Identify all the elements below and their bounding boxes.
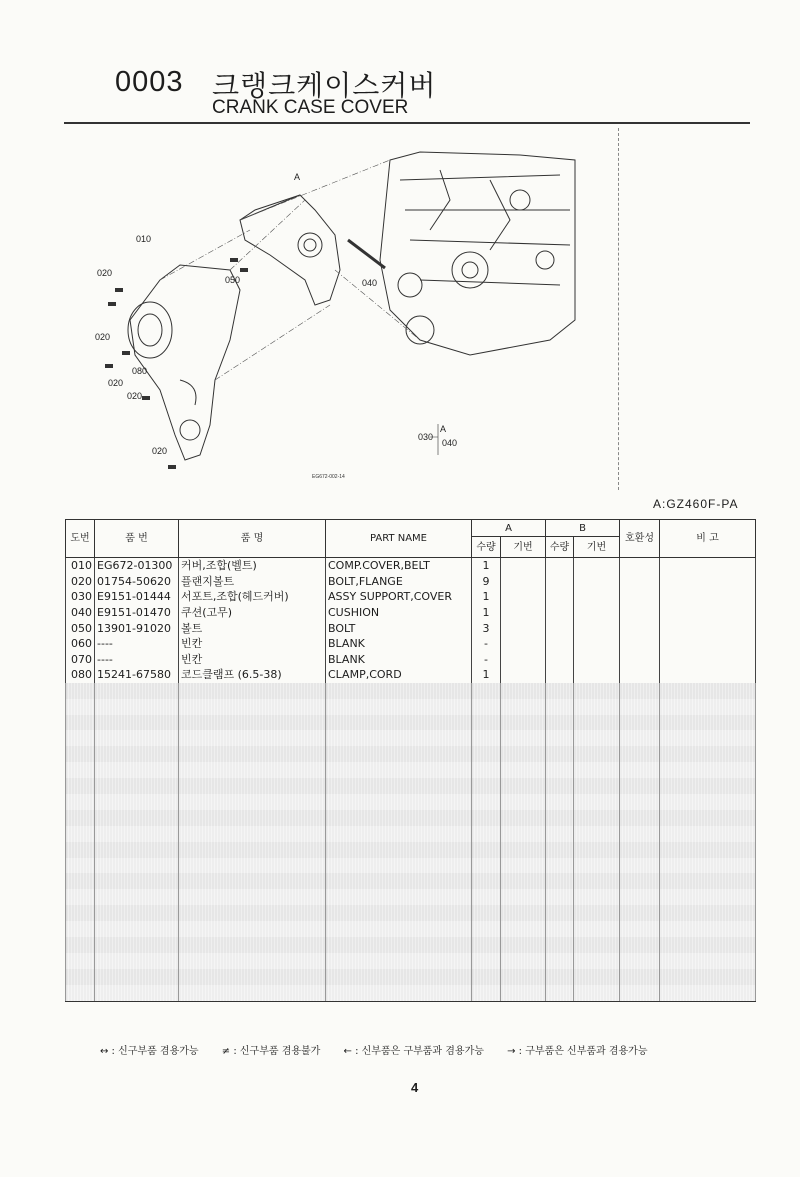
table-row [66, 636, 756, 652]
empty-row [66, 921, 756, 937]
rod-040-drawing [348, 240, 385, 268]
empty-row [66, 683, 756, 699]
col-header-base-a: 기번 [501, 537, 546, 558]
figure-code: EG672-002-14 [312, 474, 345, 480]
callout-label: 020 [97, 268, 113, 278]
cell-no: 060 [66, 636, 95, 652]
empty-row [66, 826, 756, 842]
parts-table [65, 519, 756, 1002]
cell-no: 010 [66, 558, 95, 574]
cell-name-ko: 플랜지볼트 [179, 574, 326, 590]
empty-row [66, 746, 756, 762]
page-number: 4 [411, 1080, 419, 1095]
cell-qty-a: 9 [472, 574, 501, 590]
cell-name-ko: 빈칸 [179, 636, 326, 652]
table-row [66, 667, 756, 683]
col-header-remarks: 비 고 [660, 520, 756, 558]
cell-part-no: 01754-50620 [95, 574, 179, 590]
cell-part-name: CUSHION [326, 605, 472, 621]
cell-part-name: ASSY SUPPORT,COVER [326, 589, 472, 605]
legend-item: ↔ : 신구부품 겸용가능 [100, 1046, 199, 1057]
engine-block-drawing [380, 152, 575, 355]
col-header-qty-b: 수량 [546, 537, 574, 558]
cell-name-ko: 빈칸 [179, 652, 326, 668]
cell-part-name: COMP.COVER,BELT [326, 558, 472, 574]
section-title-korean: 크랭크케이스커버 [212, 69, 437, 102]
table-row [66, 620, 756, 636]
callout-label: 040 [442, 438, 458, 448]
cell-part-no: 15241-67580 [95, 667, 179, 683]
cell-name-ko: 코드클램프 (6.5-38) [179, 667, 326, 683]
cell-no: 080 [66, 667, 95, 683]
belt-cover-010-drawing [128, 265, 240, 460]
empty-row [66, 778, 756, 794]
col-header-base-b: 기번 [574, 537, 620, 558]
cell-part-name: BLANK [326, 636, 472, 652]
empty-row [66, 969, 756, 985]
cell-no: 030 [66, 589, 95, 605]
callout-label: A [294, 172, 301, 182]
cell-name-ko: 볼트 [179, 620, 326, 636]
callout-label: A [440, 424, 447, 434]
callout-label: 040 [362, 278, 378, 288]
empty-row [66, 889, 756, 905]
empty-row [66, 762, 756, 778]
table-row [66, 574, 756, 590]
cell-name-ko: 서포트,조합(헤드커버) [179, 589, 326, 605]
cell-part-name: CLAMP,CORD [326, 667, 472, 683]
col-header-name-ko: 품 명 [179, 520, 326, 558]
col-header-group-a: A [472, 520, 546, 537]
bolt-icons [105, 258, 248, 469]
table-row [66, 652, 756, 668]
col-header-interchange: 호환성 [620, 520, 660, 558]
callout-label: 030 [418, 432, 434, 442]
empty-row [66, 842, 756, 858]
cover-plate-a-drawing [240, 195, 340, 305]
empty-row [66, 730, 756, 746]
model-code: A:GZ460F-PA [653, 497, 739, 511]
empty-row [66, 794, 756, 810]
callout-label: 020 [127, 391, 143, 401]
col-header-qty-a: 수량 [472, 537, 501, 558]
cell-no: 020 [66, 574, 95, 590]
col-header-part-no: 품 번 [95, 520, 179, 558]
col-header-group-b: B [546, 520, 620, 537]
empty-row [66, 905, 756, 921]
cell-qty-a: 1 [472, 605, 501, 621]
cell-part-no: 13901-91020 [95, 620, 179, 636]
empty-row [66, 715, 756, 731]
empty-row [66, 873, 756, 889]
empty-row [66, 985, 756, 1001]
col-header-part-name: PART NAME [326, 520, 472, 558]
section-number: 0003 [115, 66, 184, 98]
cell-qty-a: 3 [472, 620, 501, 636]
empty-row [66, 810, 756, 826]
interchangeability-legend [100, 1042, 668, 1057]
cell-part-no: E9151-01444 [95, 589, 179, 605]
col-header-no: 도번 [66, 520, 95, 558]
empty-row [66, 858, 756, 874]
cell-name-ko: 커버,조합(벨트) [179, 558, 326, 574]
exploded-parts-diagram [90, 140, 600, 490]
cell-part-no: ---- [95, 636, 179, 652]
cell-qty-a: 1 [472, 667, 501, 683]
callout-label: 020 [95, 332, 111, 342]
table-row [66, 605, 756, 621]
empty-row [66, 937, 756, 953]
legend-item: ≠ : 신구부품 겸용불가 [221, 1046, 321, 1057]
cell-part-name: BOLT,FLANGE [326, 574, 472, 590]
diagram-border-dashed [618, 128, 619, 490]
cell-no: 070 [66, 652, 95, 668]
callout-label: 080 [132, 366, 148, 376]
callout-label: 050 [225, 275, 241, 285]
cell-no: 050 [66, 620, 95, 636]
cell-qty-a: - [472, 636, 501, 652]
cell-no: 040 [66, 605, 95, 621]
cell-qty-a: - [472, 652, 501, 668]
cell-part-no: EG672-01300 [95, 558, 179, 574]
cell-part-name: BOLT [326, 620, 472, 636]
callout-label: 020 [108, 378, 124, 388]
legend-item: ← : 신부품은 구부품과 겸용가능 [343, 1046, 484, 1057]
assembly-leader-lines [160, 160, 420, 380]
cell-part-no: E9151-01470 [95, 605, 179, 621]
section-title-english: CRANK CASE COVER [212, 97, 409, 118]
table-row [66, 558, 756, 574]
callout-label: 020 [152, 446, 168, 456]
cell-part-no: ---- [95, 652, 179, 668]
empty-row [66, 953, 756, 969]
cell-part-name: BLANK [326, 652, 472, 668]
cell-name-ko: 쿠션(고무) [179, 605, 326, 621]
legend-item: → : 구부품은 신부품과 겸용가능 [507, 1046, 648, 1057]
header-divider [64, 122, 750, 124]
cell-qty-a: 1 [472, 589, 501, 605]
cell-qty-a: 1 [472, 558, 501, 574]
table-row [66, 589, 756, 605]
empty-row [66, 699, 756, 715]
callout-label: 010 [136, 234, 152, 244]
